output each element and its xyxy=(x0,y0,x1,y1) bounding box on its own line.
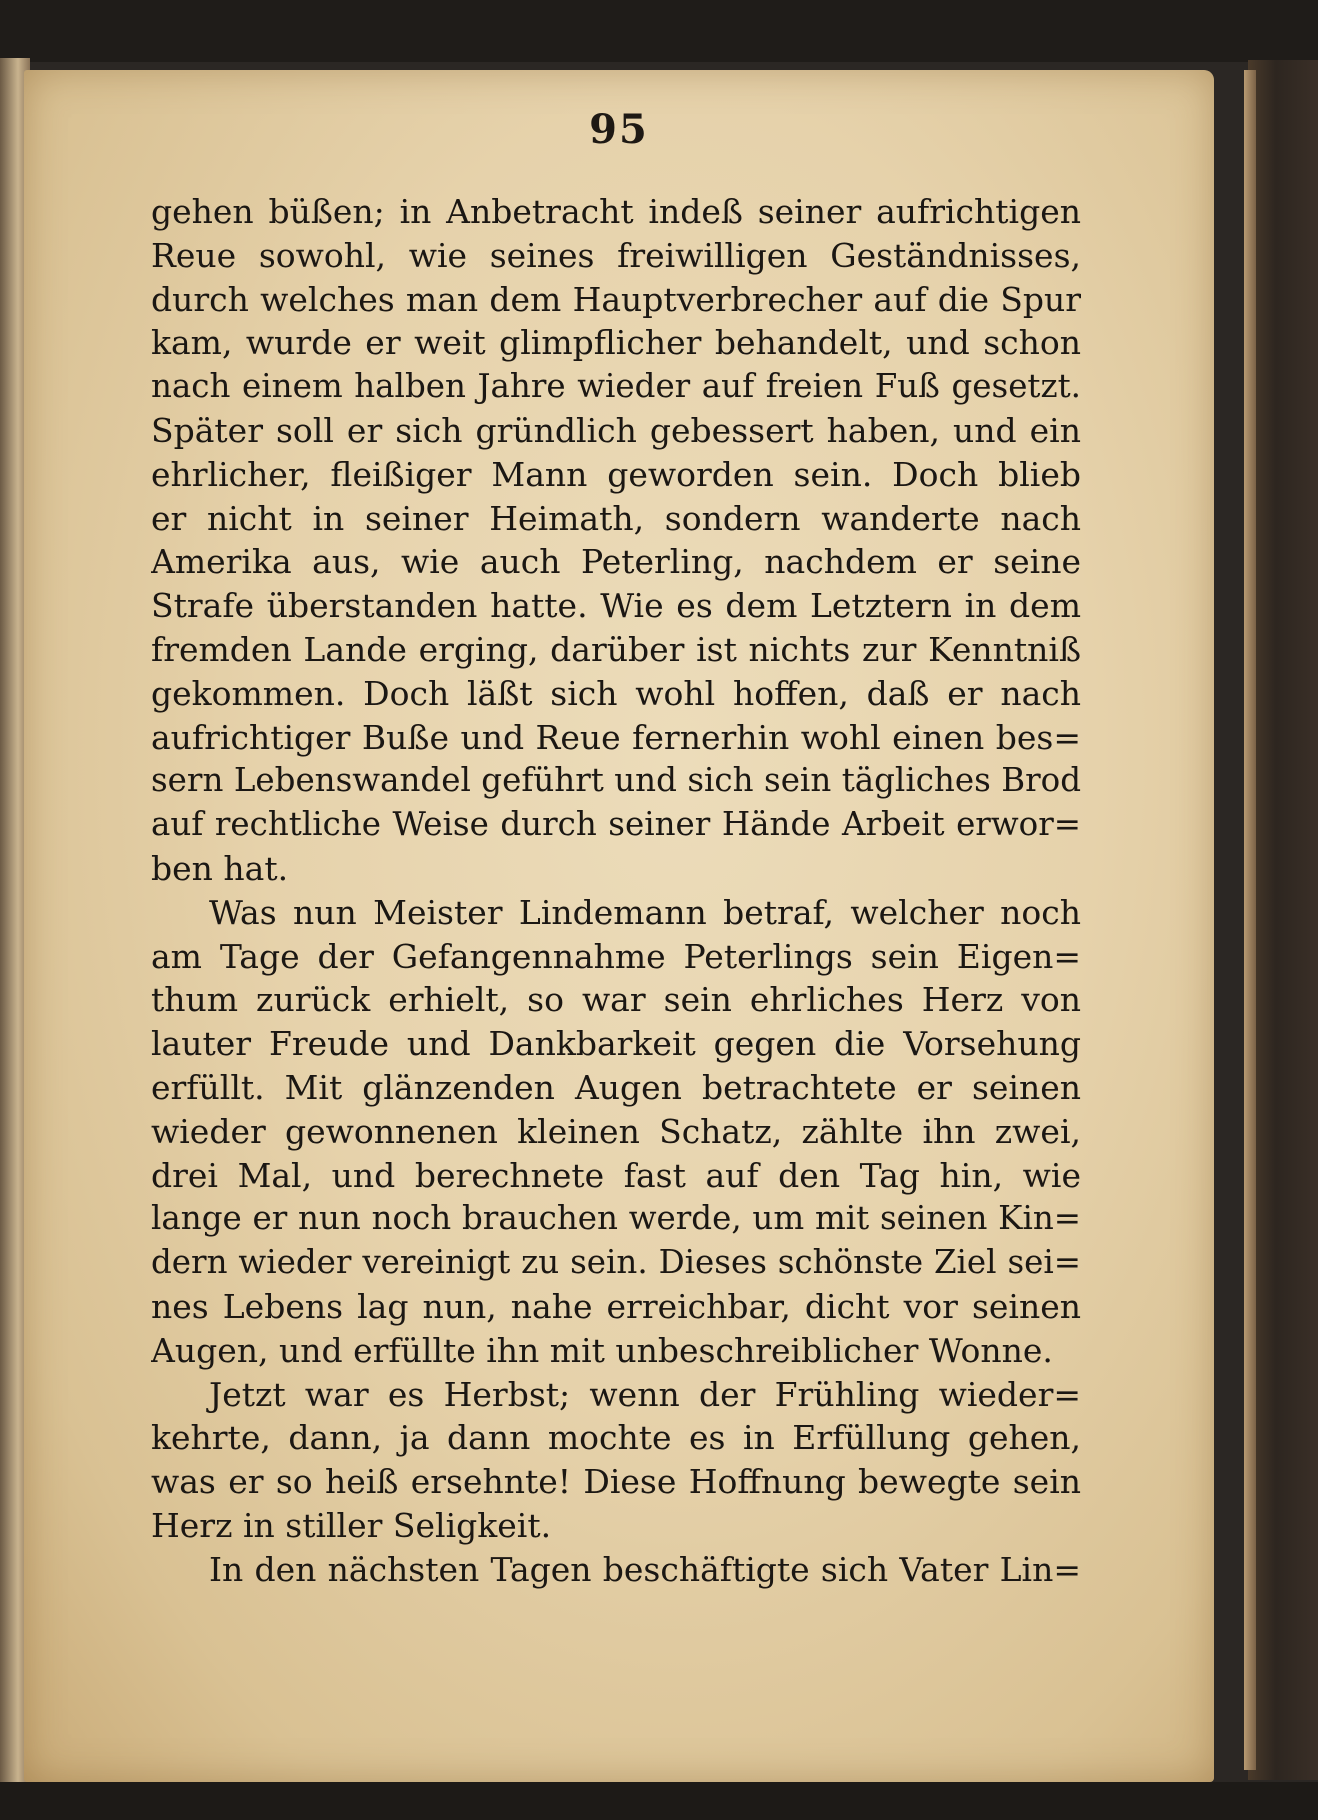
book-page xyxy=(24,70,1214,1782)
page-number: 95 xyxy=(589,106,649,153)
text-line: er nicht in seiner Heimath, sondern wanderte nach xyxy=(151,498,1081,538)
text-line: wieder gewonnenen kleinen Schatz, zählte ihn zwei, xyxy=(151,1111,1081,1151)
text-line: lauter Freude und Dankbarkeit gegen die Vorsehung xyxy=(151,1024,1081,1064)
text-line: Was nun Meister Lindemann betraf, welcher noch xyxy=(209,892,1081,932)
text-line: gehen büßen; in Anbetracht indeß seiner aufrichtigen xyxy=(151,192,1081,231)
text-line: fremden Lande erging, darüber ist nichts zur Kenntniß xyxy=(151,629,1081,669)
text-line: ben hat. xyxy=(151,848,289,888)
text-line: lange er nun noch brauchen werde, um mit seinen Kin= xyxy=(151,1199,1081,1238)
text-line: erfüllt. Mit glänzenden Augen betrachtete er seinen xyxy=(151,1067,1081,1107)
text-line: nach einem halben Jahre wieder auf freien Fuß gesetzt. xyxy=(151,367,1081,406)
text-line: drei Mal, und berechnete fast auf den Tag hin, wie xyxy=(151,1155,1081,1195)
text-line: nes Lebens lag nun, nahe erreichbar, dicht vor seinen xyxy=(151,1286,1081,1326)
text-line: Herz in stiller Seligkeit. xyxy=(151,1505,552,1545)
text-line: was er so heiß ersehnte! Diese Hoffnung bewegte sein xyxy=(151,1462,1081,1502)
text-line: durch welches man dem Hauptverbrecher auf die Spur xyxy=(151,279,1081,319)
text-line: aufrichtiger Buße und Reue fernerhin wohl einen bes= xyxy=(151,717,1081,757)
text-line: In den nächsten Tagen beschäftigte sich Vater Lin= xyxy=(209,1549,1081,1589)
page-stack-edge xyxy=(1244,70,1256,1770)
text-line: gekommen. Doch läßt sich wohl hoffen, daß er nach xyxy=(151,673,1081,713)
text-line: Später soll er sich gründlich gebessert haben, und ein xyxy=(151,410,1081,450)
text-line: am Tage der Gefangennahme Peterlings sein Eigen= xyxy=(151,936,1081,976)
text-line: auf rechtliche Weise durch seiner Hände Arbeit erwor= xyxy=(151,805,1081,844)
page-text xyxy=(151,190,1081,1592)
text-line: Amerika aus, wie auch Peterling, nachdem er seine xyxy=(151,542,1081,582)
text-line: Augen, und erfüllte ihn mit unbeschreiblicher Wonne. xyxy=(151,1330,1053,1370)
text-line: thum zurück erhielt, so war sein ehrliches Herz von xyxy=(151,980,1081,1020)
book-cover-board xyxy=(1248,60,1318,1780)
text-line: dern wieder vereinigt zu sein. Dieses schönste Ziel sei= xyxy=(151,1243,1081,1282)
scanner-background-top xyxy=(0,0,1318,62)
scanner-background-bottom xyxy=(0,1782,1318,1820)
text-line: Strafe überstanden hatte. Wie es dem Letztern in dem xyxy=(151,586,1081,626)
text-line: kehrte, dann, ja dann mochte es in Erfüllung gehen, xyxy=(151,1418,1081,1458)
text-line: kam, wurde er weit glimpflicher behandelt, und schon xyxy=(151,323,1081,363)
text-line: Reue sowohl, wie seines freiwilligen Geständnisses, xyxy=(151,235,1081,275)
text-line: Jetzt war es Herbst; wenn der Frühling wieder= xyxy=(209,1374,1081,1414)
text-line: ehrlicher, fleißiger Mann geworden sein. Doch blieb xyxy=(151,454,1081,494)
text-line: sern Lebenswandel geführt und sich sein tägliches Brod xyxy=(151,761,1081,800)
